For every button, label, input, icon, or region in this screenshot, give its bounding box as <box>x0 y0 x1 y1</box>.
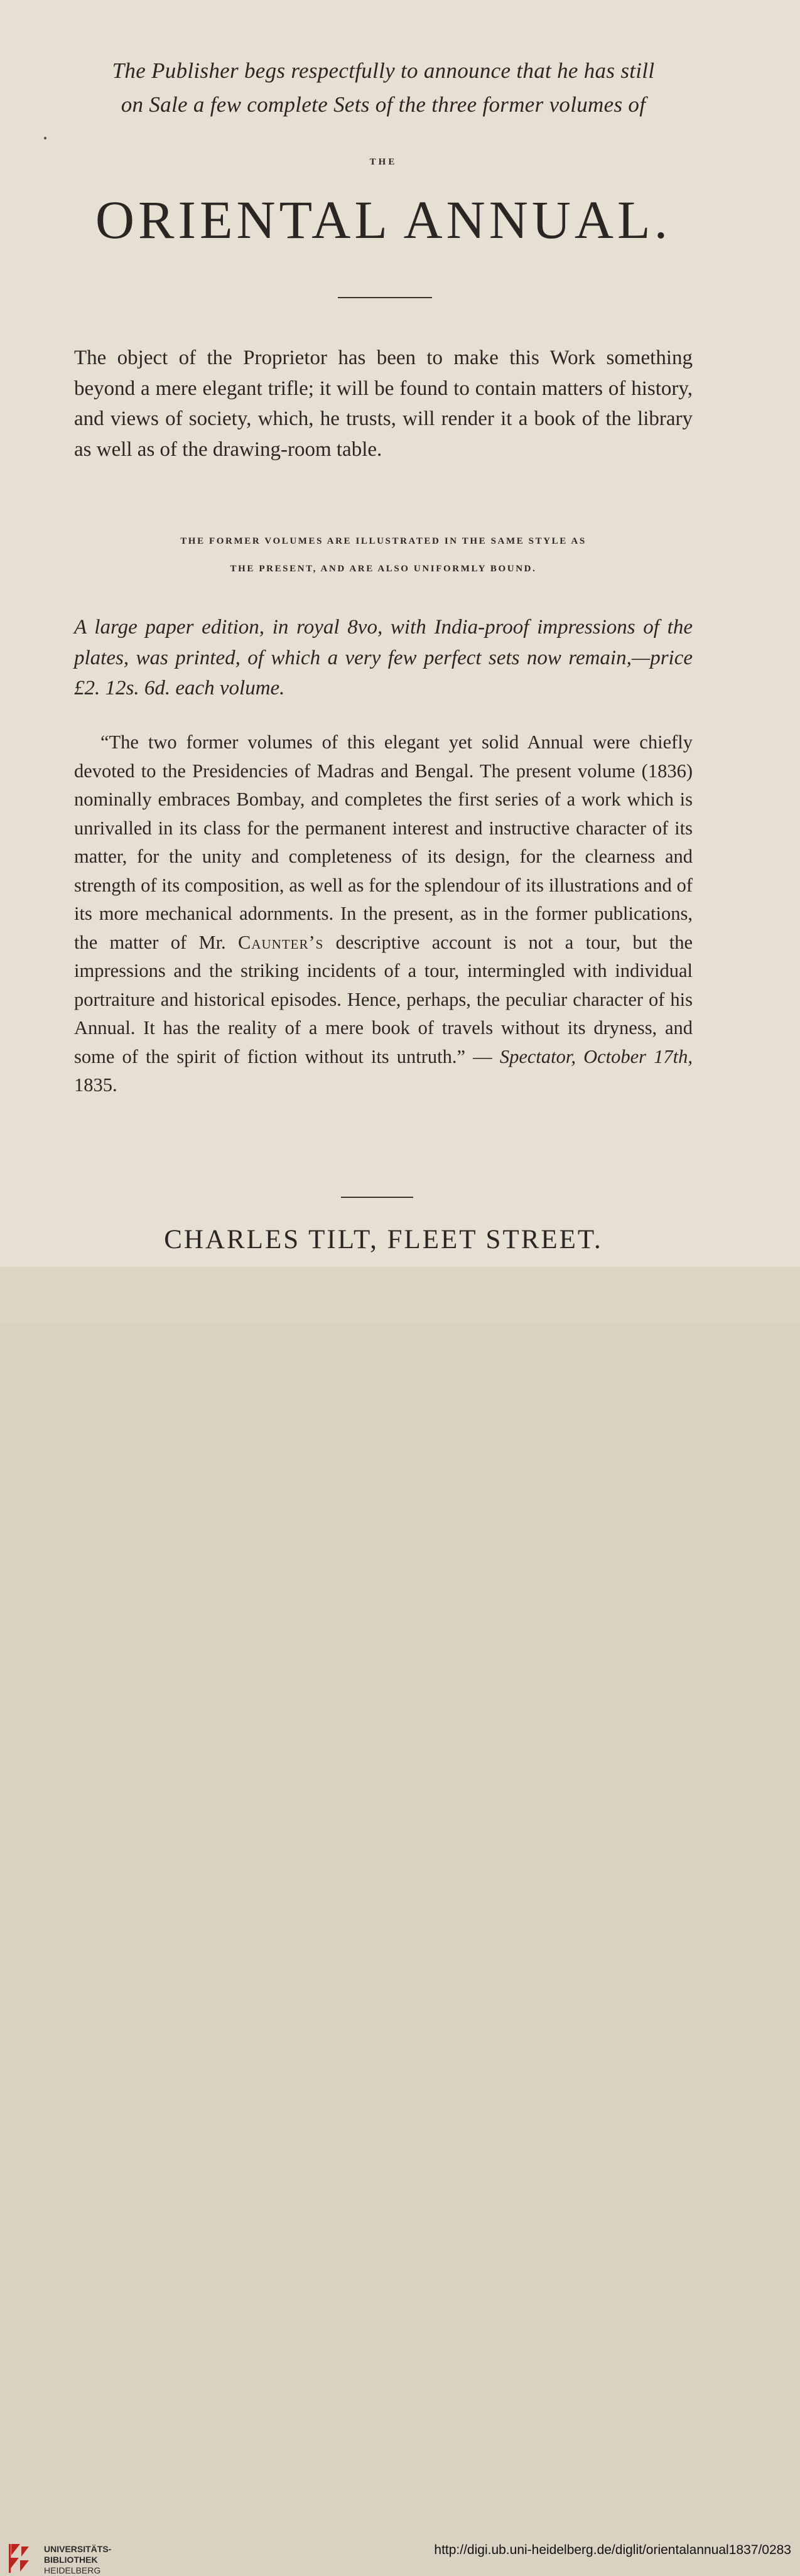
publisher-announcement <box>74 54 693 122</box>
quote-text-1: “The two former volumes of this elegant yet solid Annual were chiefly devoted to the Presidencies of Madras and Bengal. The present volume (1836) nominally embraces Bombay, and completes the first series of a work which is unrivalled in its class for the permanent interest and instructive character of its matter, for the unity and completeness of its design, for the clearness and strength of its composition, as well as for the splendour of its illustrations and of its more mechanical adornments. In the present, as in the former publications, the matter of Mr. <box>74 731 693 953</box>
library-name-line-3: HEIDELBERG <box>44 2565 101 2575</box>
proprietor-paragraph: The object of the Proprietor has been to make this Work something beyond a mere elegant trifle; it will be found to contain matters of history, and views of society, which, he trusts, will render it a book of the library as well as of the drawing-room table. <box>74 347 693 461</box>
page-title: ORIENTAL ANNUAL. <box>95 190 672 250</box>
announcement-line-2: on Sale a few complete Sets of the three former volumes of <box>121 92 646 117</box>
scanned-page <box>0 0 800 1267</box>
quote-source: Spectator, <box>499 1045 576 1067</box>
format-notice <box>74 527 693 583</box>
announcement-line-1: The Publisher begs respectfully to announce that he has still <box>112 58 655 83</box>
quote-text-2: descriptive account is not a tour, but the impressions and the striking incidents of a tour, intermingled with individual portraiture and historical episodes. Hence, perhaps, the peculiar character of his Annual. It has the reality of a mere book of travels without its dryness, and some of the spirit of fiction without its untruth.” — <box>74 931 693 1067</box>
library-name-line-1: UNIVERSITÄTS- <box>44 2544 112 2554</box>
author-name: Caunter’s <box>238 931 324 953</box>
publisher-imprint: CHARLES TILT, FLEET STREET. <box>164 1225 603 1254</box>
format-notice-line-2: THE PRESENT, AND ARE ALSO UNIFORMLY BOUND. <box>230 564 537 574</box>
source-url[interactable]: http://digi.ub.uni-heidelberg.de/diglit/orientalannual1837/0283 <box>434 2543 791 2557</box>
divider-rule-bottom <box>341 1197 413 1198</box>
format-notice-line-1: THE FORMER VOLUMES ARE ILLUSTRATED IN THE SAME STYLE AS <box>180 536 586 546</box>
the-label: THE <box>369 157 397 167</box>
library-logo-icon <box>6 2541 34 2575</box>
library-name <box>44 2544 111 2576</box>
divider-rule <box>338 297 432 298</box>
quote-year: 1835. <box>74 1074 117 1096</box>
spectator-quote <box>74 728 693 1100</box>
quote-date: October 17th, <box>583 1045 693 1067</box>
digitization-footer <box>0 1267 800 2575</box>
edition-paragraph: A large paper edition, in royal 8vo, with India-proof impressions of the plates, was printed, of which a very few perfect sets now remain,—price £2. 12s. 6d. each volume. <box>74 616 693 699</box>
library-name-line-2: BIBLIOTHEK <box>44 2555 98 2565</box>
margin-speck <box>44 137 46 139</box>
